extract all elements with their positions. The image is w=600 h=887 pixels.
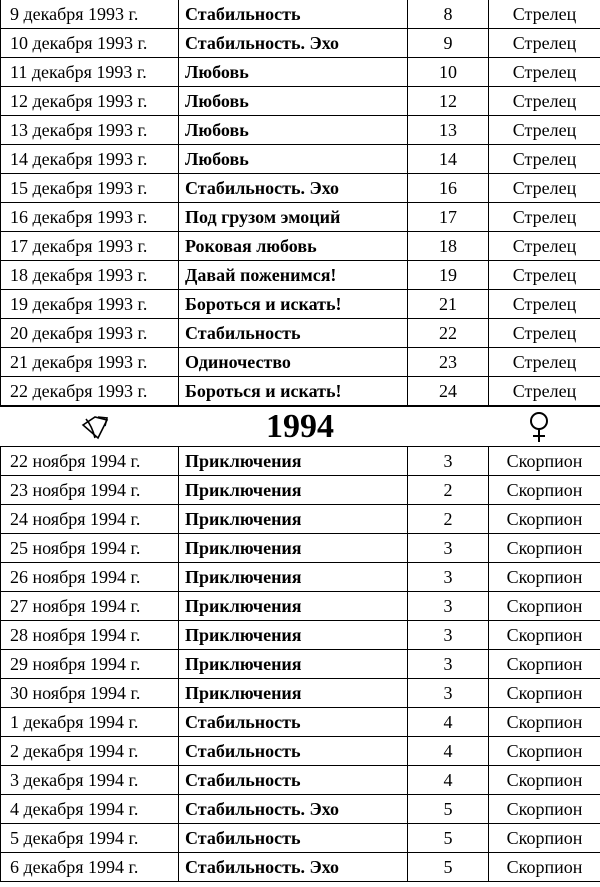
sign-cell: Скорпион [489,708,600,737]
date-cell: 24 ноября 1994 г. [1,505,179,534]
table-row [1,447,600,476]
table-row [1,232,600,261]
theme-cell: Бороться и искать! [179,290,408,319]
number-cell: 14 [408,145,489,174]
date-cell: 17 декабря 1993 г. [1,232,179,261]
sign-cell: Скорпион [489,505,600,534]
number-cell: 17 [408,203,489,232]
date-cell: 1 декабря 1994 г. [1,708,179,737]
table-row [1,592,600,621]
theme-cell: Любовь [179,58,408,87]
number-cell: 5 [408,853,489,882]
theme-cell: Приключения [179,534,408,563]
date-cell: 28 ноября 1994 г. [1,621,179,650]
theme-cell: Любовь [179,116,408,145]
theme-cell: Приключения [179,476,408,505]
date-cell: 13 декабря 1993 г. [1,116,179,145]
theme-cell: Приключения [179,563,408,592]
number-cell: 4 [408,708,489,737]
table-row [1,174,600,203]
sign-cell: Стрелец [489,232,600,261]
number-cell: 12 [408,87,489,116]
theme-cell: Под грузом эмоций [179,203,408,232]
theme-cell: Приключения [179,592,408,621]
table-row [1,505,600,534]
sign-cell: Скорпион [489,476,600,505]
theme-cell: Приключения [179,621,408,650]
date-cell: 16 декабря 1993 г. [1,203,179,232]
theme-cell: Одиночество [179,348,408,377]
date-cell: 5 декабря 1994 г. [1,824,179,853]
number-cell: 3 [408,592,489,621]
date-cell: 2 декабря 1994 г. [1,737,179,766]
table-row [1,29,600,58]
date-cell: 27 ноября 1994 г. [1,592,179,621]
number-cell: 3 [408,650,489,679]
sign-cell: Стрелец [489,116,600,145]
theme-cell: Стабильность [179,766,408,795]
table-row [1,621,600,650]
date-cell: 22 декабря 1993 г. [1,377,179,406]
theme-cell: Стабильность. Эхо [179,29,408,58]
theme-cell: Любовь [179,87,408,116]
theme-cell: Стабильность [179,319,408,348]
number-cell: 3 [408,621,489,650]
sign-cell: Стрелец [489,319,600,348]
sign-cell: Скорпион [489,563,600,592]
date-cell: 25 ноября 1994 г. [1,534,179,563]
sign-cell: Стрелец [489,203,600,232]
theme-cell: Стабильность [179,824,408,853]
date-cell: 30 ноября 1994 г. [1,679,179,708]
venus-icon [527,411,551,443]
table-row [1,319,600,348]
sign-cell: Скорпион [489,824,600,853]
date-cell: 29 ноября 1994 г. [1,650,179,679]
sign-cell: Стрелец [489,290,600,319]
table-1993 [0,0,600,406]
number-cell: 23 [408,348,489,377]
number-cell: 3 [408,534,489,563]
table-row [1,679,600,708]
date-cell: 15 декабря 1993 г. [1,174,179,203]
number-cell: 3 [408,679,489,708]
number-cell: 5 [408,824,489,853]
number-cell: 22 [408,319,489,348]
theme-cell: Приключения [179,650,408,679]
date-cell: 22 ноября 1994 г. [1,447,179,476]
table-row [1,795,600,824]
number-cell: 4 [408,737,489,766]
table-row [1,145,600,174]
theme-cell: Роковая любовь [179,232,408,261]
number-cell: 18 [408,232,489,261]
sagittarius-icon [80,413,110,441]
theme-cell: Стабильность. Эхо [179,795,408,824]
theme-cell: Давай поженимся! [179,261,408,290]
date-cell: 20 декабря 1993 г. [1,319,179,348]
number-cell: 5 [408,795,489,824]
table-row [1,0,600,29]
table-row [1,377,600,406]
number-cell: 19 [408,261,489,290]
sign-cell: Стрелец [489,29,600,58]
sign-cell: Стрелец [489,87,600,116]
theme-cell: Приключения [179,447,408,476]
table-row [1,563,600,592]
theme-cell: Стабильность [179,737,408,766]
number-cell: 16 [408,174,489,203]
sign-cell: Скорпион [489,621,600,650]
date-cell: 14 декабря 1993 г. [1,145,179,174]
year-header [0,406,600,447]
number-cell: 8 [408,0,489,29]
table-row [1,534,600,563]
date-cell: 21 декабря 1993 г. [1,348,179,377]
date-cell: 11 декабря 1993 г. [1,58,179,87]
number-cell: 2 [408,505,489,534]
date-cell: 12 декабря 1993 г. [1,87,179,116]
table-row [1,737,600,766]
table-row [1,766,600,795]
table-row [1,58,600,87]
sign-cell: Скорпион [489,679,600,708]
date-cell: 26 ноября 1994 г. [1,563,179,592]
sign-cell: Стрелец [489,0,600,29]
date-cell: 10 декабря 1993 г. [1,29,179,58]
date-cell: 18 декабря 1993 г. [1,261,179,290]
number-cell: 4 [408,766,489,795]
sign-cell: Стрелец [489,348,600,377]
theme-cell: Стабильность [179,708,408,737]
table-row [1,261,600,290]
table-row [1,87,600,116]
sign-cell: Скорпион [489,853,600,882]
sign-cell: Скорпион [489,795,600,824]
date-cell: 6 декабря 1994 г. [1,853,179,882]
sign-cell: Стрелец [489,174,600,203]
sign-cell: Стрелец [489,377,600,406]
sign-cell: Скорпион [489,650,600,679]
table-row [1,116,600,145]
table-row [1,476,600,505]
number-cell: 3 [408,447,489,476]
table-row [1,203,600,232]
number-cell: 13 [408,116,489,145]
sign-cell: Скорпион [489,447,600,476]
table-row [1,853,600,882]
number-cell: 3 [408,563,489,592]
sign-cell: Скорпион [489,766,600,795]
table-row [1,290,600,319]
table-row [1,348,600,377]
number-cell: 2 [408,476,489,505]
table-row [1,824,600,853]
theme-cell: Стабильность. Эхо [179,174,408,203]
theme-cell: Стабильность. Эхо [179,853,408,882]
sign-cell: Скорпион [489,737,600,766]
date-cell: 19 декабря 1993 г. [1,290,179,319]
number-cell: 9 [408,29,489,58]
theme-cell: Бороться и искать! [179,377,408,406]
date-cell: 3 декабря 1994 г. [1,766,179,795]
date-cell: 9 декабря 1993 г. [1,0,179,29]
table-1994 [0,446,600,882]
theme-cell: Любовь [179,145,408,174]
sign-cell: Стрелец [489,58,600,87]
sign-cell: Скорпион [489,534,600,563]
number-cell: 10 [408,58,489,87]
theme-cell: Стабильность [179,0,408,29]
date-cell: 23 ноября 1994 г. [1,476,179,505]
number-cell: 24 [408,377,489,406]
sign-cell: Скорпион [489,592,600,621]
number-cell: 21 [408,290,489,319]
sign-cell: Стрелец [489,145,600,174]
theme-cell: Приключения [179,505,408,534]
table-row [1,708,600,737]
date-cell: 4 декабря 1994 г. [1,795,179,824]
theme-cell: Приключения [179,679,408,708]
sign-cell: Стрелец [489,261,600,290]
table-row [1,650,600,679]
year-title: 1994 [266,407,334,445]
